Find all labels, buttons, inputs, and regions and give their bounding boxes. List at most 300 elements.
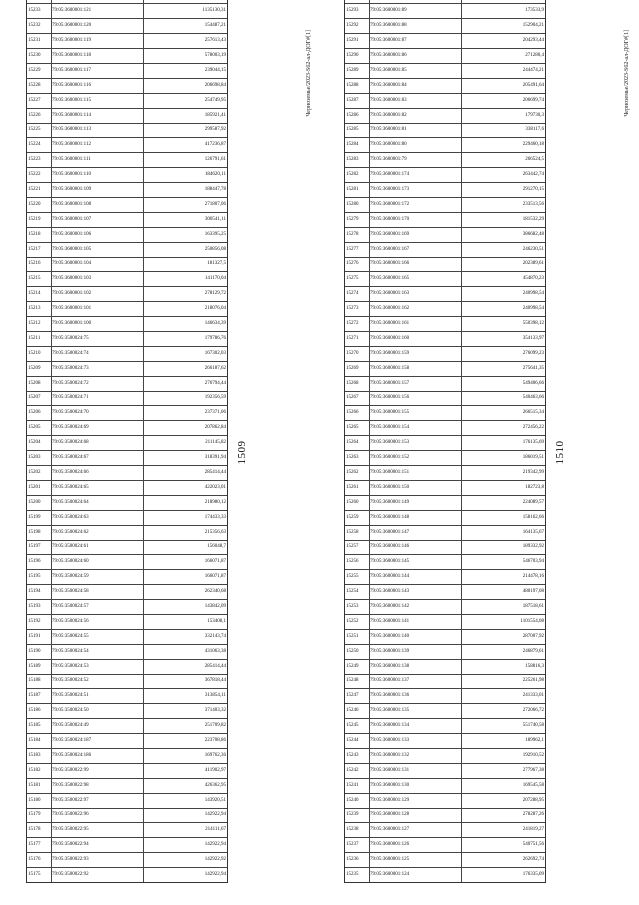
cell-divider bbox=[51, 749, 52, 763]
cell-divider bbox=[51, 243, 52, 257]
row-number: 15270 bbox=[346, 350, 359, 356]
table-row bbox=[27, 420, 227, 435]
cadastral-number: 79:05:3500024:72 bbox=[52, 380, 89, 386]
cell-divider bbox=[51, 511, 52, 525]
row-number: 15245 bbox=[346, 723, 359, 729]
cell-divider bbox=[51, 34, 52, 48]
cadastral-number: 79:05:3600001:155 bbox=[370, 410, 410, 416]
cell-divider bbox=[461, 168, 462, 182]
table-row bbox=[345, 286, 545, 301]
table-row bbox=[27, 316, 227, 331]
table-row bbox=[27, 346, 227, 361]
cell-divider bbox=[143, 868, 144, 882]
row-number bbox=[27, 0, 51, 3]
value-cell: 276794,44 bbox=[204, 380, 226, 386]
cell-divider bbox=[143, 49, 144, 63]
cell-divider bbox=[143, 496, 144, 510]
cadastral-number: 79:05:3600001:147 bbox=[370, 529, 410, 535]
value-cell: 239044,15 bbox=[204, 68, 226, 74]
row-number: 15280 bbox=[346, 202, 359, 208]
value-cell: 272066,72 bbox=[522, 708, 544, 714]
value-cell: 254749,95 bbox=[204, 97, 226, 103]
value-cell: 164135,67 bbox=[522, 529, 544, 535]
value-cell: 142922,94 bbox=[204, 812, 226, 818]
table-row bbox=[345, 197, 545, 212]
cell-divider bbox=[369, 153, 370, 167]
value-cell: 257613,43 bbox=[204, 38, 226, 44]
cadastral-number: 79:05:3600001:142 bbox=[370, 604, 410, 610]
row-number: 15261 bbox=[346, 484, 359, 490]
table-row bbox=[345, 391, 545, 406]
row-number: 15262 bbox=[346, 470, 359, 476]
value-cell: 185921,41 bbox=[204, 112, 226, 118]
cadastral-number: 79:05:3600001:152 bbox=[370, 455, 410, 461]
cell-divider bbox=[461, 94, 462, 108]
cell-divider bbox=[369, 392, 370, 406]
cell-divider bbox=[461, 183, 462, 197]
table-row bbox=[345, 48, 545, 63]
cell-divider bbox=[143, 198, 144, 212]
value-cell: 422023,01 bbox=[204, 484, 226, 490]
value-cell: 578003,19 bbox=[204, 53, 226, 59]
cell-divider bbox=[143, 168, 144, 182]
table-row bbox=[27, 778, 227, 793]
cell-divider bbox=[51, 138, 52, 152]
cell-divider bbox=[143, 630, 144, 644]
cell-divider bbox=[461, 362, 462, 376]
value-cell: 154487,21 bbox=[204, 23, 226, 29]
cadastral-number: 79:05:3600001:128 bbox=[370, 812, 410, 818]
cell-divider bbox=[51, 64, 52, 78]
cadastral-number: 79:05:3600001:110 bbox=[52, 172, 91, 178]
cadastral-number: 79:05:3600001:88 bbox=[370, 23, 407, 29]
cadastral-number: 79:05:3600001:158 bbox=[370, 365, 410, 371]
cadastral-number: 79:05:3600001:136 bbox=[370, 693, 410, 699]
cell-divider bbox=[143, 675, 144, 689]
value-cell: 386682,48 bbox=[522, 231, 544, 237]
cell-divider bbox=[461, 109, 462, 123]
cell-divider bbox=[369, 317, 370, 331]
cell-divider bbox=[51, 496, 52, 510]
table-row bbox=[27, 554, 227, 569]
row-number: 15241 bbox=[346, 782, 359, 788]
cell-divider bbox=[369, 555, 370, 569]
row-number: 15252 bbox=[346, 618, 359, 624]
cadastral-number: 79:05:3600001:138 bbox=[370, 663, 410, 669]
table-row bbox=[345, 852, 545, 867]
cell-divider bbox=[51, 541, 52, 555]
cell-divider bbox=[51, 704, 52, 718]
cell-divider bbox=[461, 526, 462, 540]
value-cell: 189962,1 bbox=[525, 738, 544, 744]
value-cell: 240998,54 bbox=[522, 306, 544, 312]
row-number: 15238 bbox=[346, 827, 359, 833]
cell-divider bbox=[51, 570, 52, 584]
value-cell: 431063,38 bbox=[204, 648, 226, 654]
row-number: 15231 bbox=[28, 38, 41, 44]
value-cell: 244474,21 bbox=[522, 68, 544, 74]
cell-divider bbox=[143, 511, 144, 525]
table-row bbox=[27, 167, 227, 182]
cell-divider bbox=[369, 838, 370, 852]
table-row bbox=[27, 108, 227, 123]
table-row bbox=[345, 748, 545, 763]
table-row bbox=[27, 822, 227, 837]
cadastral-number: 79:05:3600001:115 bbox=[52, 97, 91, 103]
cell-divider bbox=[461, 79, 462, 93]
cell-divider bbox=[51, 302, 52, 316]
cell-divider bbox=[369, 198, 370, 212]
value-cell: 549406,66 bbox=[522, 380, 544, 386]
row-number: 15249 bbox=[346, 663, 359, 669]
cell-divider bbox=[51, 734, 52, 748]
cell-divider bbox=[369, 749, 370, 763]
table-row bbox=[27, 748, 227, 763]
table-row bbox=[27, 406, 227, 421]
table-row bbox=[345, 554, 545, 569]
cell-divider bbox=[369, 34, 370, 48]
table-row bbox=[345, 123, 545, 138]
cell-divider bbox=[51, 823, 52, 837]
cell-divider bbox=[461, 734, 462, 748]
row-number: 15263 bbox=[346, 455, 359, 461]
table-row bbox=[27, 361, 227, 376]
cell-divider bbox=[143, 481, 144, 495]
table-row bbox=[345, 242, 545, 257]
row-number: 15182 bbox=[28, 767, 41, 773]
cell-divider bbox=[51, 794, 52, 808]
row-number: 15284 bbox=[346, 142, 359, 148]
cadastral-number: 79:05:3600001:149 bbox=[370, 499, 410, 505]
table-row bbox=[27, 257, 227, 272]
cadastral-number: 79:05:3500024:55 bbox=[52, 633, 89, 639]
cell-divider bbox=[51, 481, 52, 495]
value-cell: 367818,44 bbox=[204, 678, 226, 684]
cell-divider bbox=[369, 4, 370, 18]
table-row bbox=[345, 540, 545, 555]
cell-divider bbox=[369, 526, 370, 540]
cell-divider bbox=[461, 764, 462, 778]
table-row bbox=[345, 480, 545, 495]
value-cell: 275641,35 bbox=[522, 365, 544, 371]
cell-divider bbox=[51, 287, 52, 301]
cell-divider bbox=[143, 407, 144, 421]
table-row bbox=[345, 614, 545, 629]
table-row bbox=[345, 212, 545, 227]
cadastral-number: 79:05:3600001:160 bbox=[370, 336, 410, 342]
row-number: 15225 bbox=[28, 127, 41, 133]
value-cell: 218076,04 bbox=[204, 306, 226, 312]
cell-divider bbox=[461, 421, 462, 435]
table-row bbox=[27, 271, 227, 286]
cell-divider bbox=[51, 868, 52, 882]
cell-divider bbox=[143, 570, 144, 584]
row-number: 15189 bbox=[28, 663, 41, 669]
cadastral-number: 79:05:3500022:96 bbox=[52, 812, 89, 818]
cadastral-number: 79:05:3500024:58 bbox=[52, 589, 89, 595]
cell-divider bbox=[143, 526, 144, 540]
cell-divider bbox=[461, 138, 462, 152]
cell-divider bbox=[369, 19, 370, 33]
cell-divider bbox=[143, 228, 144, 242]
cell-divider bbox=[51, 183, 52, 197]
table-row bbox=[27, 659, 227, 674]
cell-divider bbox=[461, 585, 462, 599]
cell-divider bbox=[369, 481, 370, 495]
row-number: 15293 bbox=[346, 8, 359, 14]
cell-divider bbox=[51, 421, 52, 435]
page-number: 1510 bbox=[554, 440, 566, 465]
row-number: 15207 bbox=[28, 395, 41, 401]
row-number: 15244 bbox=[346, 738, 359, 744]
cell-divider bbox=[461, 555, 462, 569]
row-number: 15208 bbox=[28, 380, 41, 386]
table-row bbox=[345, 659, 545, 674]
cell-divider bbox=[143, 124, 144, 138]
cell-divider bbox=[369, 585, 370, 599]
cell-divider bbox=[369, 272, 370, 286]
cadastral-number: 79:05:3600001:140 bbox=[370, 633, 410, 639]
value-cell: 205491,64 bbox=[522, 82, 544, 88]
table-row bbox=[27, 793, 227, 808]
cell-divider bbox=[51, 377, 52, 391]
table-row bbox=[27, 495, 227, 510]
cell-divider bbox=[143, 183, 144, 197]
cadastral-number: 79:05:3600001:127 bbox=[370, 827, 410, 833]
cell-divider bbox=[461, 332, 462, 346]
cell-divider bbox=[369, 600, 370, 614]
table-row bbox=[345, 763, 545, 778]
row-number: 15221 bbox=[28, 187, 41, 193]
value-cell: 214111,67 bbox=[205, 827, 226, 833]
value-cell: 546703,94 bbox=[522, 559, 544, 565]
value-cell: 143842,09 bbox=[204, 604, 226, 610]
cell-divider bbox=[461, 392, 462, 406]
cadastral-number: 79:05:3600001:84 bbox=[370, 82, 407, 88]
value-cell: 158162,66 bbox=[522, 514, 544, 520]
table-row bbox=[345, 33, 545, 48]
value-cell: 173533,9 bbox=[525, 8, 544, 14]
row-number: 15177 bbox=[28, 842, 41, 848]
row-number: 15203 bbox=[28, 455, 41, 461]
value-cell: 417236,87 bbox=[204, 142, 226, 148]
row-number: 15267 bbox=[346, 395, 359, 401]
row-number: 15265 bbox=[346, 425, 359, 431]
cell-divider bbox=[461, 302, 462, 316]
cell-divider bbox=[143, 660, 144, 674]
value-cell: 158816,3 bbox=[525, 663, 544, 669]
table-row bbox=[27, 733, 227, 748]
cell-divider bbox=[51, 0, 52, 3]
row-number: 15248 bbox=[346, 678, 359, 684]
row-number: 15253 bbox=[346, 604, 359, 610]
cadastral-number bbox=[51, 0, 143, 3]
row-number: 15192 bbox=[28, 618, 41, 624]
value-cell: 184620,11 bbox=[204, 172, 226, 178]
cell-divider bbox=[143, 94, 144, 108]
row-number: 15250 bbox=[346, 648, 359, 654]
cadastral-number: 79:05:3600001:143 bbox=[370, 589, 410, 595]
cell-divider bbox=[143, 392, 144, 406]
table-row bbox=[27, 0, 227, 3]
value-cell: 276099,23 bbox=[522, 350, 544, 356]
row-number: 15202 bbox=[28, 470, 41, 476]
cell-divider bbox=[51, 555, 52, 569]
row-number: 15276 bbox=[346, 261, 359, 267]
cell-divider bbox=[51, 272, 52, 286]
row-number: 15187 bbox=[28, 693, 41, 699]
cadastral-number: 79:05:3600001:166 bbox=[370, 261, 410, 267]
cell-divider bbox=[461, 317, 462, 331]
cell-divider bbox=[461, 660, 462, 674]
row-number: 15205 bbox=[28, 425, 41, 431]
row-number: 15199 bbox=[28, 514, 41, 520]
table-row bbox=[345, 346, 545, 361]
cell-divider bbox=[143, 258, 144, 272]
row-number: 15290 bbox=[346, 53, 359, 59]
cadastral-number: 79:05:3500022:95 bbox=[52, 827, 89, 833]
row-number: 15246 bbox=[346, 708, 359, 714]
value-cell: 202389,61 bbox=[522, 261, 544, 267]
cadastral-number: 79:05:3500022:98 bbox=[52, 782, 89, 788]
row-number: 15282 bbox=[346, 172, 359, 178]
table-row bbox=[27, 703, 227, 718]
row-number: 15236 bbox=[346, 857, 359, 863]
table-row bbox=[345, 301, 545, 316]
cadastral-number: 79:05:3500024:186 bbox=[52, 752, 92, 758]
cell-divider bbox=[461, 794, 462, 808]
table-row bbox=[27, 435, 227, 450]
row-number: 15193 bbox=[28, 604, 41, 610]
cell-divider bbox=[369, 332, 370, 346]
cadastral-number: 79:05:3500024:68 bbox=[52, 440, 89, 446]
value-cell: 143920,51 bbox=[204, 797, 226, 803]
table-row bbox=[27, 614, 227, 629]
cadastral-number: 79:05:3600001:170 bbox=[370, 216, 410, 222]
cell-divider bbox=[369, 347, 370, 361]
cell-divider bbox=[51, 615, 52, 629]
cell-divider bbox=[143, 853, 144, 867]
cell-divider bbox=[369, 704, 370, 718]
row-number: 15227 bbox=[28, 97, 41, 103]
cell-divider bbox=[143, 332, 144, 346]
table-row bbox=[345, 569, 545, 584]
value-cell: 141170,04 bbox=[204, 276, 226, 282]
value-cell: 246230,51 bbox=[522, 246, 544, 252]
cell-divider bbox=[51, 660, 52, 674]
cadastral-number: 79:05:3600001:105 bbox=[52, 246, 92, 252]
row-number: 15243 bbox=[346, 752, 359, 758]
cell-divider bbox=[143, 585, 144, 599]
cadastral-number: 79:05:3600001:118 bbox=[52, 53, 91, 59]
value-cell: 1135130,31 bbox=[202, 8, 226, 14]
cell-divider bbox=[369, 0, 370, 3]
row-number: 15257 bbox=[346, 544, 359, 550]
table-row bbox=[345, 450, 545, 465]
cell-divider bbox=[461, 615, 462, 629]
row-number: 15272 bbox=[346, 321, 359, 327]
cadastral-number: 79:05:3600001:86 bbox=[370, 53, 407, 59]
cell-divider bbox=[461, 272, 462, 286]
cell-divider bbox=[51, 213, 52, 227]
row-number: 15274 bbox=[346, 291, 359, 297]
row-number: 15255 bbox=[346, 574, 359, 580]
cell-divider bbox=[369, 407, 370, 421]
cell-divider bbox=[51, 49, 52, 63]
cadastral-number: 79:05:3600001:153 bbox=[370, 440, 410, 446]
cell-divider bbox=[143, 615, 144, 629]
value-cell: 166071,87 bbox=[204, 574, 226, 580]
cell-divider bbox=[461, 809, 462, 823]
cell-divider bbox=[143, 749, 144, 763]
value-cell: 240998,54 bbox=[522, 291, 544, 297]
table-row bbox=[27, 48, 227, 63]
table-row bbox=[27, 197, 227, 212]
table-row bbox=[345, 465, 545, 480]
cell-divider bbox=[51, 198, 52, 212]
table-row bbox=[27, 867, 227, 882]
register-table bbox=[344, 0, 546, 883]
table-row bbox=[27, 93, 227, 108]
cell-divider bbox=[369, 213, 370, 227]
cell-divider bbox=[461, 868, 462, 882]
cadastral-number: 79:05:3500024:71 bbox=[52, 395, 89, 401]
table-row bbox=[27, 286, 227, 301]
cell-divider bbox=[461, 436, 462, 450]
row-number: 15279 bbox=[346, 216, 359, 222]
table-row bbox=[27, 152, 227, 167]
value-cell: 313854,11 bbox=[204, 693, 226, 699]
value-cell: 278287,26 bbox=[522, 812, 544, 818]
table-row bbox=[27, 331, 227, 346]
value-cell: 233513,56 bbox=[522, 202, 544, 208]
row-number: 15175 bbox=[28, 872, 41, 878]
cadastral-number: 79:05:3500022:92 bbox=[52, 872, 89, 878]
row-number: 15254 bbox=[346, 589, 359, 595]
cadastral-number: 79:05:3600001:129 bbox=[370, 797, 410, 803]
cell-divider bbox=[369, 228, 370, 242]
cell-divider bbox=[51, 689, 52, 703]
cell-divider bbox=[369, 436, 370, 450]
cadastral-number: 79:05:3600001:148 bbox=[370, 514, 410, 520]
cadastral-number: 79:05:3600001:114 bbox=[52, 112, 91, 118]
cadastral-number: 79:05:3600001:81 bbox=[370, 127, 407, 133]
value-cell: 285414,44 bbox=[204, 470, 226, 476]
value-cell: 241819,27 bbox=[522, 827, 544, 833]
table-row bbox=[27, 212, 227, 227]
table-row bbox=[27, 137, 227, 152]
table-row bbox=[345, 63, 545, 78]
table-row bbox=[345, 420, 545, 435]
row-number: 15230 bbox=[28, 53, 41, 59]
cell-divider bbox=[369, 466, 370, 480]
value-cell: 204293,44 bbox=[522, 38, 544, 44]
cell-divider bbox=[51, 436, 52, 450]
value-cell: 262340,68 bbox=[204, 589, 226, 595]
value-cell: 146634,39 bbox=[204, 321, 226, 327]
value-cell: 192910,52 bbox=[522, 752, 544, 758]
row-number: 15277 bbox=[346, 246, 359, 252]
cell-divider bbox=[461, 481, 462, 495]
cadastral-number: 79:05:3600001:102 bbox=[52, 291, 92, 297]
table-row bbox=[345, 406, 545, 421]
cadastral-number: 79:05:3600001:133 bbox=[370, 738, 410, 744]
row-number: 15275 bbox=[346, 276, 359, 282]
cadastral-number: 79:05:3500024:49 bbox=[52, 723, 89, 729]
row-number: 15247 bbox=[346, 693, 359, 699]
table-row bbox=[27, 18, 227, 33]
cell-divider bbox=[51, 228, 52, 242]
